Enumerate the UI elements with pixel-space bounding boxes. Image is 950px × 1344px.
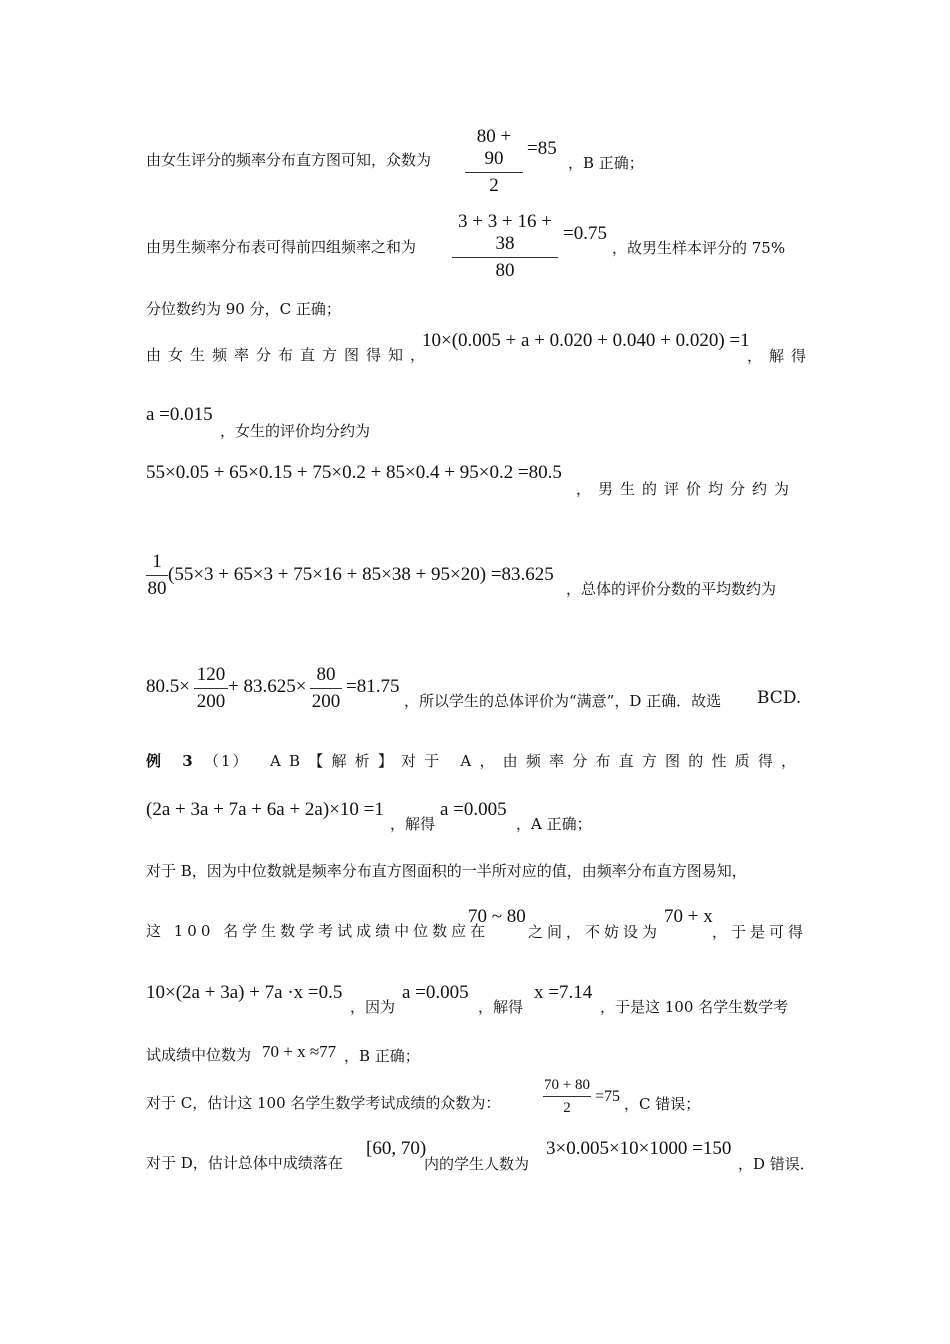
denominator: 200 <box>311 691 341 712</box>
text-tail: ，D 错误． <box>738 1155 815 1173</box>
example-label: 例 3 <box>146 752 201 770</box>
text: 之间，不妨设为 <box>528 923 662 941</box>
fraction-bar <box>194 688 228 689</box>
text: ，解得 <box>390 815 436 833</box>
text: 由女生评分的频率分布直方图可知，众数为 <box>146 151 432 169</box>
fraction-bar <box>146 575 168 576</box>
fraction-bar <box>310 688 342 689</box>
line-16-text: 对于 D，估计总体中成绩落在 <box>146 1154 343 1172</box>
text-tail: ，女生的评价均分约为 <box>220 422 371 440</box>
text-tail: ，总体的评价分数的平均数约为 <box>566 580 777 598</box>
math-equation: (55×3 + 65×3 + 75×16 + 85×38 + 95×20) =83.625 <box>168 564 554 585</box>
math-range: 70 ~ 80 <box>468 906 526 927</box>
numerator: 3 + 3 + 16 + 38 <box>458 211 552 254</box>
line-12-text: 这 100 名学生数学考试成绩中位数应在 <box>146 922 490 940</box>
math-part: + 83.625× <box>228 676 307 697</box>
text: ，因为 <box>350 998 396 1016</box>
text-tail: ，故男生样本评分的 75% <box>612 239 786 257</box>
denominator: 80 <box>147 578 167 599</box>
math-equation: 10×(0.005 + a + 0.020 + 0.040 + 0.020) =1 <box>422 330 750 351</box>
line-15-text: 对于 C，估计这 100 名学生数学考试成绩的众数为： <box>146 1094 501 1112</box>
math-equation: 3×0.005×10×1000 =150 <box>546 1138 732 1159</box>
numerator: 80 + 90 <box>476 126 512 169</box>
math-equation: 70 + x ≈77 <box>262 1042 337 1061</box>
fraction-mode <box>465 126 523 197</box>
numerator: 80 <box>316 664 336 685</box>
line-11: 对于 B，因为中位数就是频率分布直方图面积的一半所对应的值，由频率分布直方图易知， <box>146 862 747 880</box>
numerator: 70 + 80 <box>544 1077 590 1093</box>
denominator: 80 <box>495 260 515 281</box>
answer: BCD. <box>757 688 802 708</box>
math-variable: 70 + x <box>664 906 713 927</box>
numerator: 120 <box>196 664 226 685</box>
line-4-text: 由女生频率分布直方图得知， <box>146 346 433 364</box>
math-equation: a =0.005 <box>440 799 507 820</box>
math-equation: 55×0.05 + 65×0.15 + 75×0.2 + 85×0.4 + 95×0.2 =80.5 <box>146 462 562 483</box>
line-3: 分位数约为 90 分，C 正确； <box>146 300 341 318</box>
fraction-one-eightieth <box>146 551 168 600</box>
math-result: =75 <box>595 1088 621 1105</box>
text-tail: ，于是这 100 名学生数学考 <box>600 998 789 1016</box>
denominator: 200 <box>196 691 226 712</box>
numerator: 1 <box>152 551 162 572</box>
denominator: 2 <box>563 1100 571 1116</box>
line-2 <box>146 237 416 257</box>
fraction-bar <box>452 257 558 258</box>
text-tail: ，C 错误； <box>624 1095 701 1113</box>
math-part: 80.5× <box>146 676 190 697</box>
text-tail: ，所以学生的总体评价为“满意”，D 正确．故选 <box>404 692 722 710</box>
math-interval: [60, 70) <box>366 1138 427 1159</box>
math-equation: (2a + 3a + 7a + 6a + 2a)×10 =1 <box>146 799 384 820</box>
denominator: 2 <box>489 175 499 196</box>
fraction-80-200 <box>310 664 342 713</box>
text-tail: ，男生的评价均分约为 <box>576 480 797 498</box>
text-tail: ，B 正确； <box>344 1047 420 1065</box>
text-tail: ，A 正确； <box>516 815 592 833</box>
text: 由男生频率分布表可得前四组频率之和为 <box>146 238 417 256</box>
math-equation: a =0.005 <box>402 982 469 1003</box>
text: ，解得 <box>478 998 524 1016</box>
line-14-text: 试成绩中位数为 <box>146 1046 252 1064</box>
text-tail: ，于是可得 <box>712 923 808 941</box>
fraction-mode-c <box>543 1076 591 1117</box>
text: 内的学生人数为 <box>424 1155 530 1173</box>
fraction-bar <box>465 172 523 173</box>
line-1 <box>146 150 431 170</box>
part-label: （1） <box>204 752 250 770</box>
math-result: =81.75 <box>346 676 400 697</box>
math-equation: x =7.14 <box>534 982 593 1003</box>
line-9-text: AB【解析】对于 A，由频率分布直方图的性质得， <box>270 752 805 770</box>
math-result: =0.75 <box>563 223 607 244</box>
math-equation: a =0.015 <box>146 404 213 425</box>
text-tail: ，解得 <box>747 347 814 365</box>
fraction-sum <box>452 211 558 282</box>
fraction-bar <box>543 1096 591 1097</box>
text-tail: ，B 正确； <box>568 154 644 172</box>
math-equation: 10×(2a + 3a) + 7a ·x =0.5 <box>146 982 343 1003</box>
math-result: =85 <box>527 138 557 159</box>
fraction-120-200 <box>194 664 228 713</box>
